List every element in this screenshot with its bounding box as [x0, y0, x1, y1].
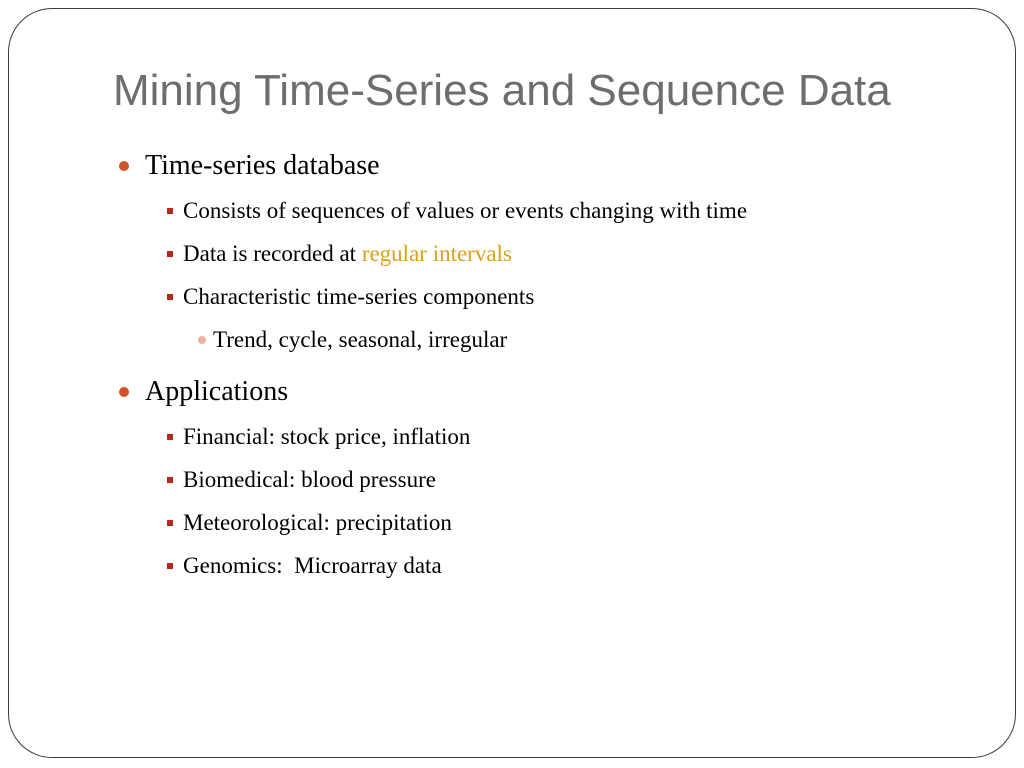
- square-bullet-icon: [167, 477, 173, 483]
- list-item: [145, 232, 989, 275]
- point-text: Financial: stock price, inflation: [183, 424, 471, 449]
- list-item: [183, 318, 989, 361]
- point-text: Genomics: Microarray data: [183, 553, 442, 578]
- list-item: [145, 415, 989, 458]
- highlighted-text: regular intervals: [361, 241, 512, 266]
- point-text: Biomedical: blood pressure: [183, 467, 436, 492]
- point-text: Consists of sequences of values or events changing with time: [183, 198, 748, 223]
- sub-bullet-list: [145, 189, 989, 361]
- slide-title: Mining Time-Series and Sequence Data: [113, 66, 891, 115]
- square-bullet-icon: [167, 563, 173, 569]
- point-text: Characteristic time-series components: [183, 284, 535, 309]
- section-heading: Time-series database: [145, 150, 380, 181]
- round-bullet-icon: [119, 387, 129, 397]
- round-bullet-icon: [119, 161, 129, 171]
- square-bullet-icon: [167, 251, 173, 257]
- list-item: [145, 458, 989, 501]
- point-text: Data is recorded at: [183, 241, 362, 266]
- section-time-series-database: [109, 145, 989, 361]
- square-bullet-icon: [167, 208, 173, 214]
- sub-bullet-list: [145, 415, 989, 587]
- square-bullet-icon: [167, 434, 173, 440]
- list-item: [145, 544, 989, 587]
- slide-body: [109, 145, 989, 589]
- list-item: [145, 275, 989, 318]
- square-bullet-icon: [167, 294, 173, 300]
- point-text: Meteorological: precipitation: [183, 510, 452, 535]
- dot-bullet-icon: [198, 336, 206, 344]
- subpoint-text: Trend, cycle, seasonal, irregular: [213, 327, 508, 352]
- list-item: [145, 189, 989, 232]
- list-item: [145, 501, 989, 544]
- slide: [8, 8, 1016, 758]
- section-applications: [109, 371, 989, 587]
- section-heading: Applications: [145, 376, 289, 407]
- square-bullet-icon: [167, 520, 173, 526]
- bullet-list: [109, 145, 989, 587]
